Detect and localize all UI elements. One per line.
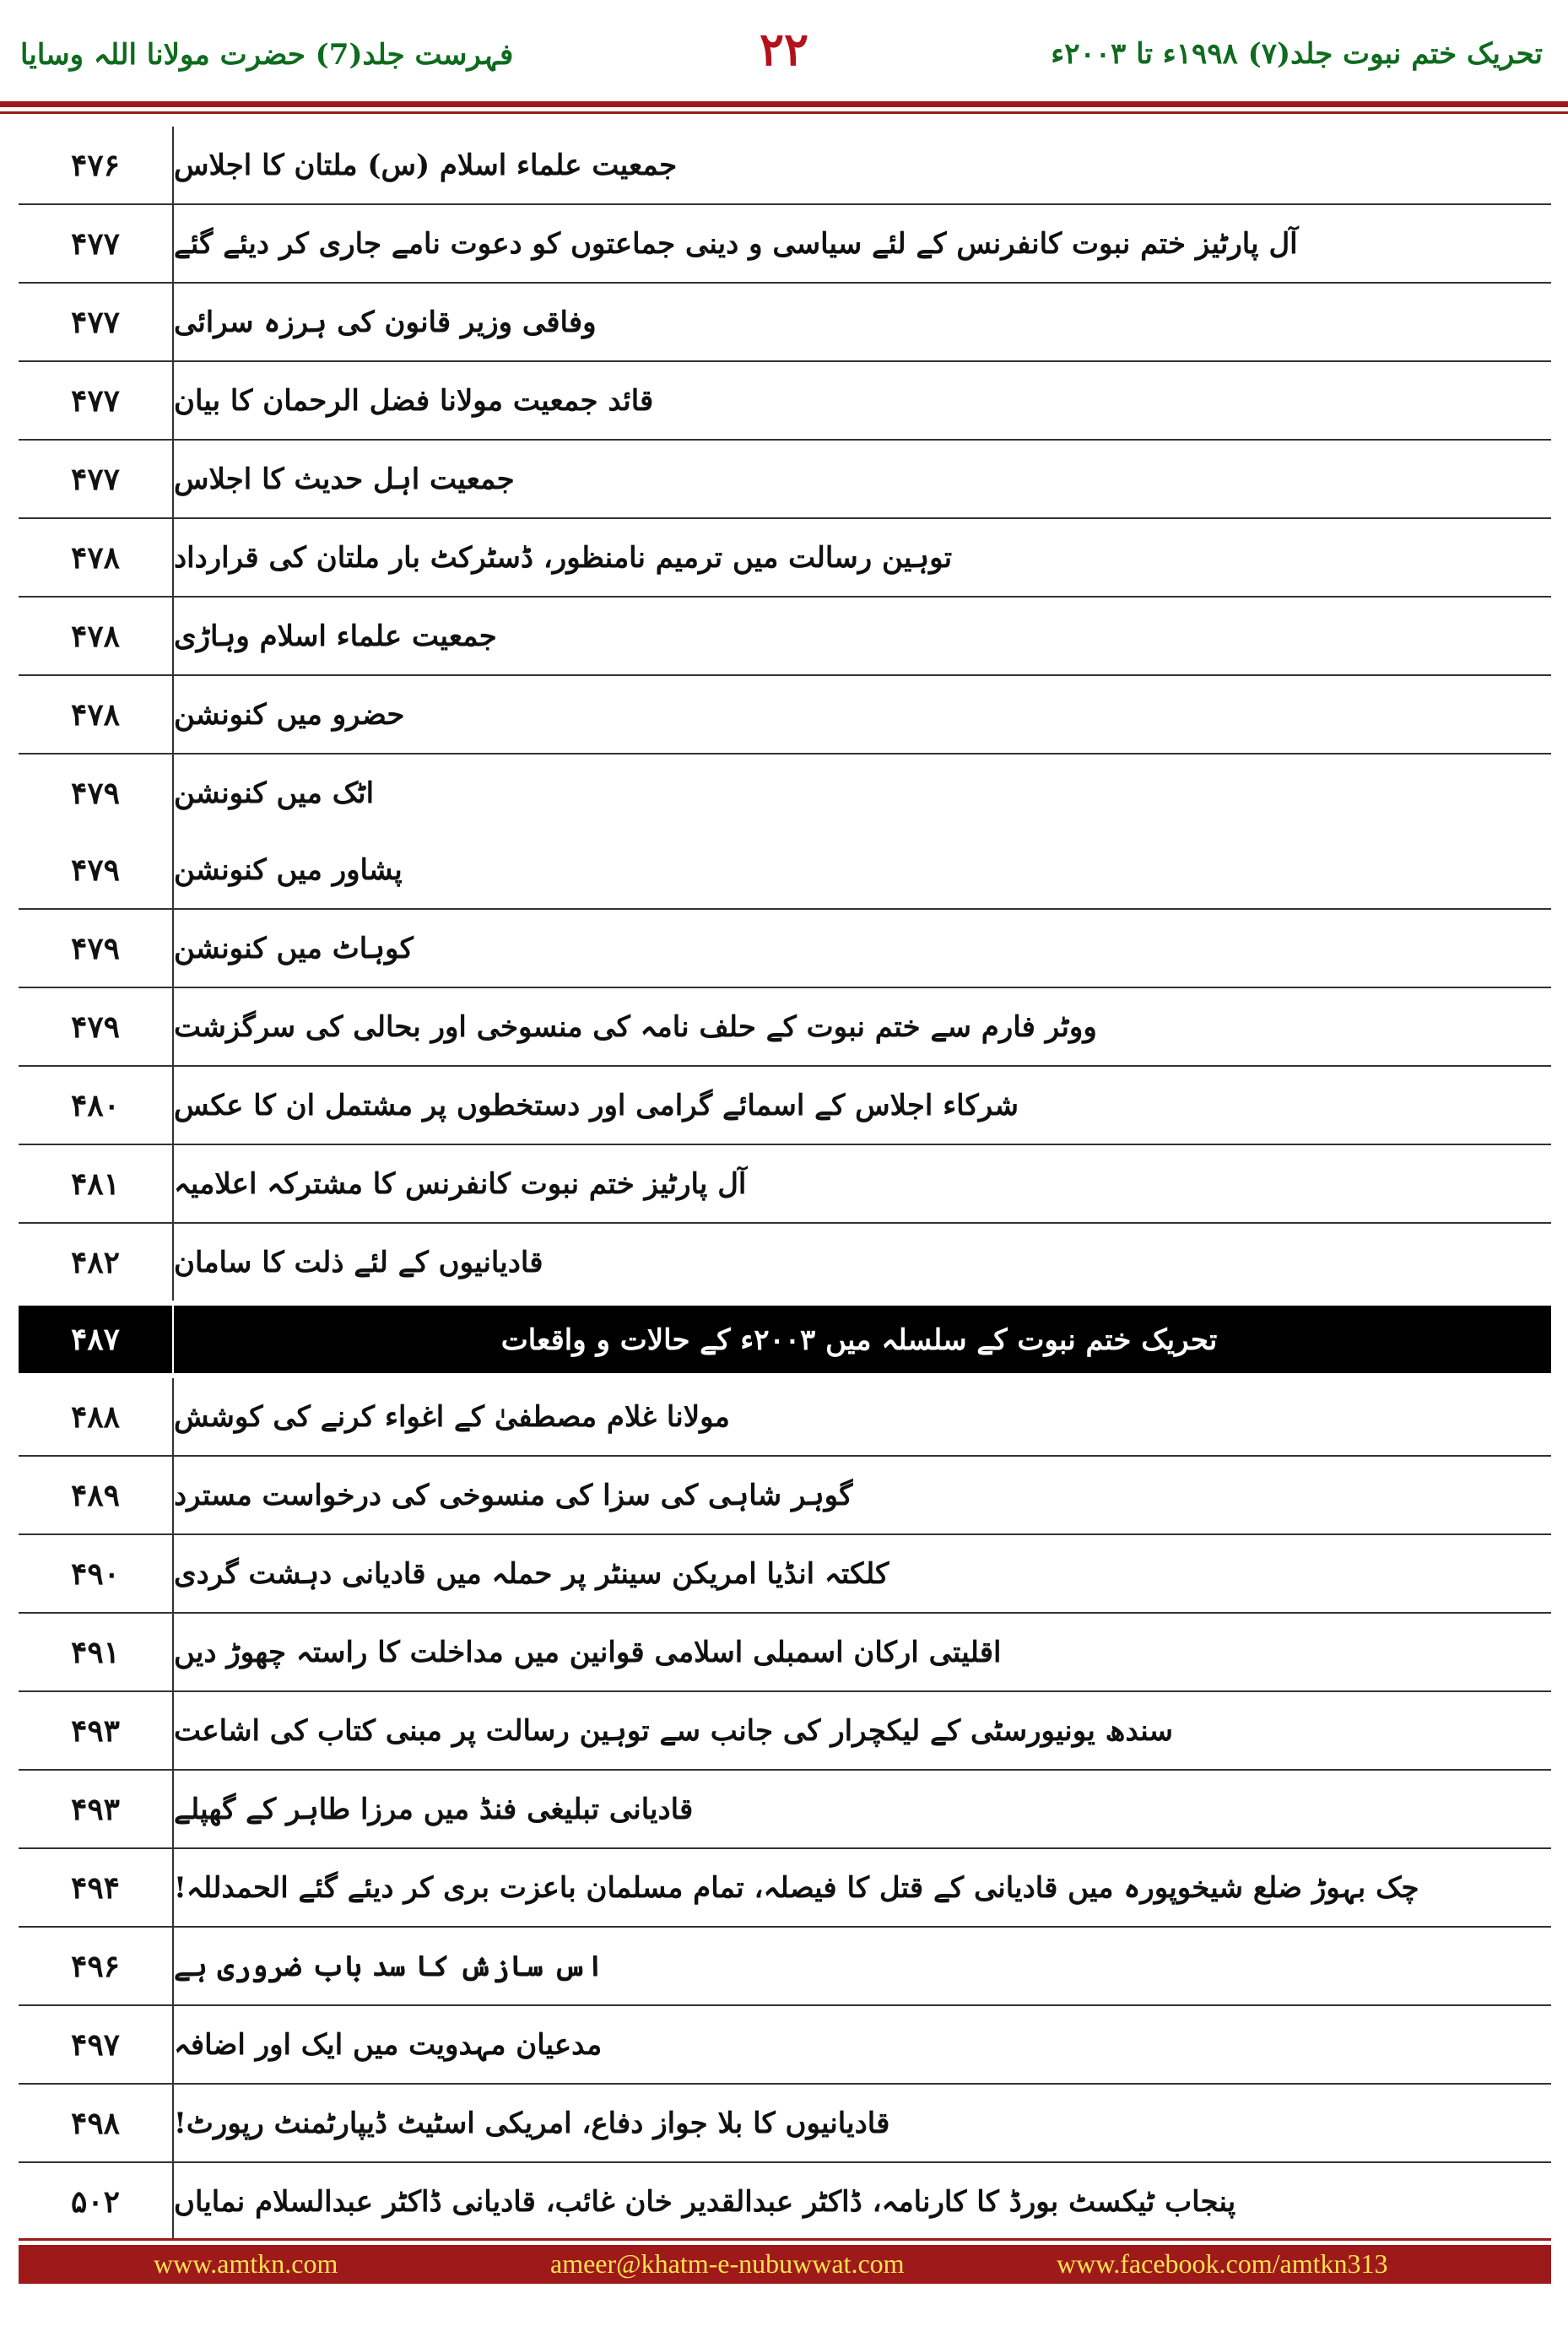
toc-entry-title: قادیانیوں کے لئے ذلت کا سامان [174,1246,543,1279]
toc-page-number: ۴۹۷ [19,2006,174,2083]
toc-row [19,1535,1551,1614]
toc-row [19,1067,1551,1145]
toc-row [19,988,1551,1067]
toc-page-number: ۴۷۷ [19,284,174,360]
toc-row [19,1849,1551,1928]
toc-page-number: ۴۹۳ [19,1771,174,1847]
section-heading-row [19,1306,1551,1373]
toc-row [19,1378,1551,1457]
toc-entry-title: اقلیتی ارکان اسمبلی اسلامی قوانین میں مداخلت کا راستہ چھوڑ دیں [174,1636,1002,1669]
toc-entry-title: پشاور میں کنونشن [174,852,403,887]
toc-entry-title: کوہاٹ میں کنونشن [174,932,414,965]
toc-row [19,1224,1551,1301]
toc-page-number: ۴۷۹ [19,755,174,831]
toc-entry-title: جمعیت اہل حدیث کا اجلاس [174,462,515,496]
toc-row [19,676,1551,755]
toc-entry-title: کلکتہ انڈیا امریکن سینٹر پر حملہ میں قادیانی دہشت گردی [174,1557,889,1591]
toc-entry-title: چک بہوڑ ضلع شیخوپورہ میں قادیانی کے قتل کا فیصلہ، تمام مسلمان باعزت بری کر دیئے گئے الحمدللہ! [174,1871,1419,1905]
header-book-title: تحریک ختم نبوت جلد(۷) ۱۹۹۸ء تا ۲۰۰۳ء [1051,37,1543,71]
toc-page-number: ۴۸۲ [19,1224,174,1301]
toc-entry-title: مدعیان مہدویت میں ایک اور اضافہ [174,2028,603,2062]
toc-page-number: ۴۹۰ [19,1535,174,1612]
toc-row [19,1614,1551,1692]
toc-page-number: ۴۷۶ [19,127,174,203]
toc-row [19,910,1551,988]
toc-row [19,284,1551,362]
footer-facebook-link[interactable]: www.facebook.com/amtkn313 [1057,2248,1388,2279]
toc-entry-title: قادیانی تبلیغی فنڈ میں مرزا طاہر کے گھپلے [174,1793,694,1826]
header-divider-thick [0,101,1568,107]
table-of-contents [19,127,1551,2240]
toc-page-number: ۴۷۸ [19,598,174,674]
footer-website-link[interactable]: www.amtkn.com [154,2248,338,2279]
toc-row [19,1457,1551,1535]
toc-row [19,362,1551,441]
toc-page-number: ۴۸۱ [19,1145,174,1222]
toc-page-number: ۵۰۲ [19,2163,174,2240]
toc-entry-title: مولانا غلام مصطفیٰ کے اغواء کرنے کی کوشش [174,1400,730,1434]
toc-page-number: ۴۸۸ [19,1378,174,1455]
toc-row [19,441,1551,519]
toc-entry-title: آل پارٹیز ختم نبوت کانفرنس کا مشترکہ اعلامیہ [174,1167,747,1201]
page-footer [19,2245,1551,2284]
toc-page-number: ۴۷۹ [19,831,174,908]
toc-row [19,1692,1551,1771]
toc-entry-title: جمعیت علماء اسلام وہاڑی [174,619,497,653]
section-heading-title: تحریک ختم نبوت کے سلسلہ میں ۲۰۰۳ء کے حالات و واقعات [500,1322,1218,1357]
toc-page-number: ۴۷۹ [19,910,174,987]
toc-page-number: ۴۹۱ [19,1614,174,1690]
toc-entry-title: سندھ یونیورسٹی کے لیکچرار کی جانب سے توہین رسالت پر مبنی کتاب کی اشاعت [174,1714,1173,1748]
toc-page-number: ۴۹۴ [19,1849,174,1926]
toc-entry-title: اس سازش کا سد باب ضروری ہے [174,1950,604,1983]
toc-row [19,1145,1551,1224]
toc-entry-title: قائد جمعیت مولانا فضل الرحمان کا بیان [174,383,654,418]
page-header [0,0,1568,108]
toc-page-number: ۴۷۹ [19,988,174,1065]
toc-page-number: ۴۷۷ [19,441,174,517]
toc-row [19,831,1551,910]
toc-entry-title: جمعیت علماء اسلام (س) ملتان کا اجلاس [174,148,678,182]
toc-row [19,755,1551,831]
toc-entry-title: گوہر شاہی کی سزا کی منسوخی کی درخواست مسترد [174,1479,853,1512]
toc-page-number: ۴۷۸ [19,519,174,596]
header-divider-thin [0,111,1568,114]
toc-row [19,1771,1551,1849]
toc-page-number: ۴۷۸ [19,676,174,753]
toc-row [19,598,1551,676]
toc-row [19,1928,1551,2006]
toc-row [19,2163,1551,2240]
toc-page-number: ۴۹۸ [19,2085,174,2161]
section-page-number: ۴۸۷ [19,1306,174,1373]
toc-entry-title: وفاقی وزیر قانون کی ہرزہ سرائی [174,306,597,339]
toc-row [19,519,1551,598]
toc-entry-title: حضرو میں کنونشن [174,697,405,732]
toc-entry-title: قادیانیوں کا بلا جواز دفاع، امریکی اسٹیٹ ڈیپارٹمنٹ رپورٹ! [174,2106,890,2140]
toc-entry-title: شرکاء اجلاس کے اسمائے گرامی اور دستخطوں پر مشتمل ان کا عکس [174,1089,1019,1122]
footer-divider [19,2238,1551,2241]
toc-page-number: ۴۹۳ [19,1692,174,1769]
toc-row [19,2006,1551,2085]
toc-page-number: ۴۷۷ [19,362,174,439]
toc-entry-title: پنجاب ٹیکسٹ بورڈ کا کارنامہ، ڈاکٹر عبدالقدیر خان غائب، قادیانی ڈاکٹر عبدالسلام نمایاں [174,2185,1236,2219]
toc-row [19,2085,1551,2163]
toc-entry-title: اٹک میں کنونشن [174,776,375,810]
toc-entry-title: توہین رسالت میں ترمیم نامنظور، ڈسٹرکٹ بار ملتان کی قرارداد [174,541,953,575]
header-volume-index-title: فہرست جلد(7) حضرت مولانا اللہ وسایا [20,38,514,72]
toc-row [19,205,1551,284]
toc-page-number: ۴۸۰ [19,1067,174,1144]
page-number: ۲۲ [759,22,808,76]
toc-entry-title: ووٹر فارم سے ختم نبوت کے حلف نامہ کی منسوخی اور بحالی کی سرگزشت [174,1010,1097,1044]
toc-page-number: ۴۸۹ [19,1457,174,1533]
footer-email-link[interactable]: ameer@khatm-e-nubuwwat.com [550,2248,905,2279]
toc-page-number: ۴۹۶ [19,1928,174,2004]
toc-page-number: ۴۷۷ [19,205,174,282]
toc-entry-title: آل پارٹیز ختم نبوت کانفرنس کے لئے سیاسی و دینی جماعتوں کو دعوت نامے جاری کر دیئے گئے [174,227,1298,261]
toc-row [19,127,1551,205]
